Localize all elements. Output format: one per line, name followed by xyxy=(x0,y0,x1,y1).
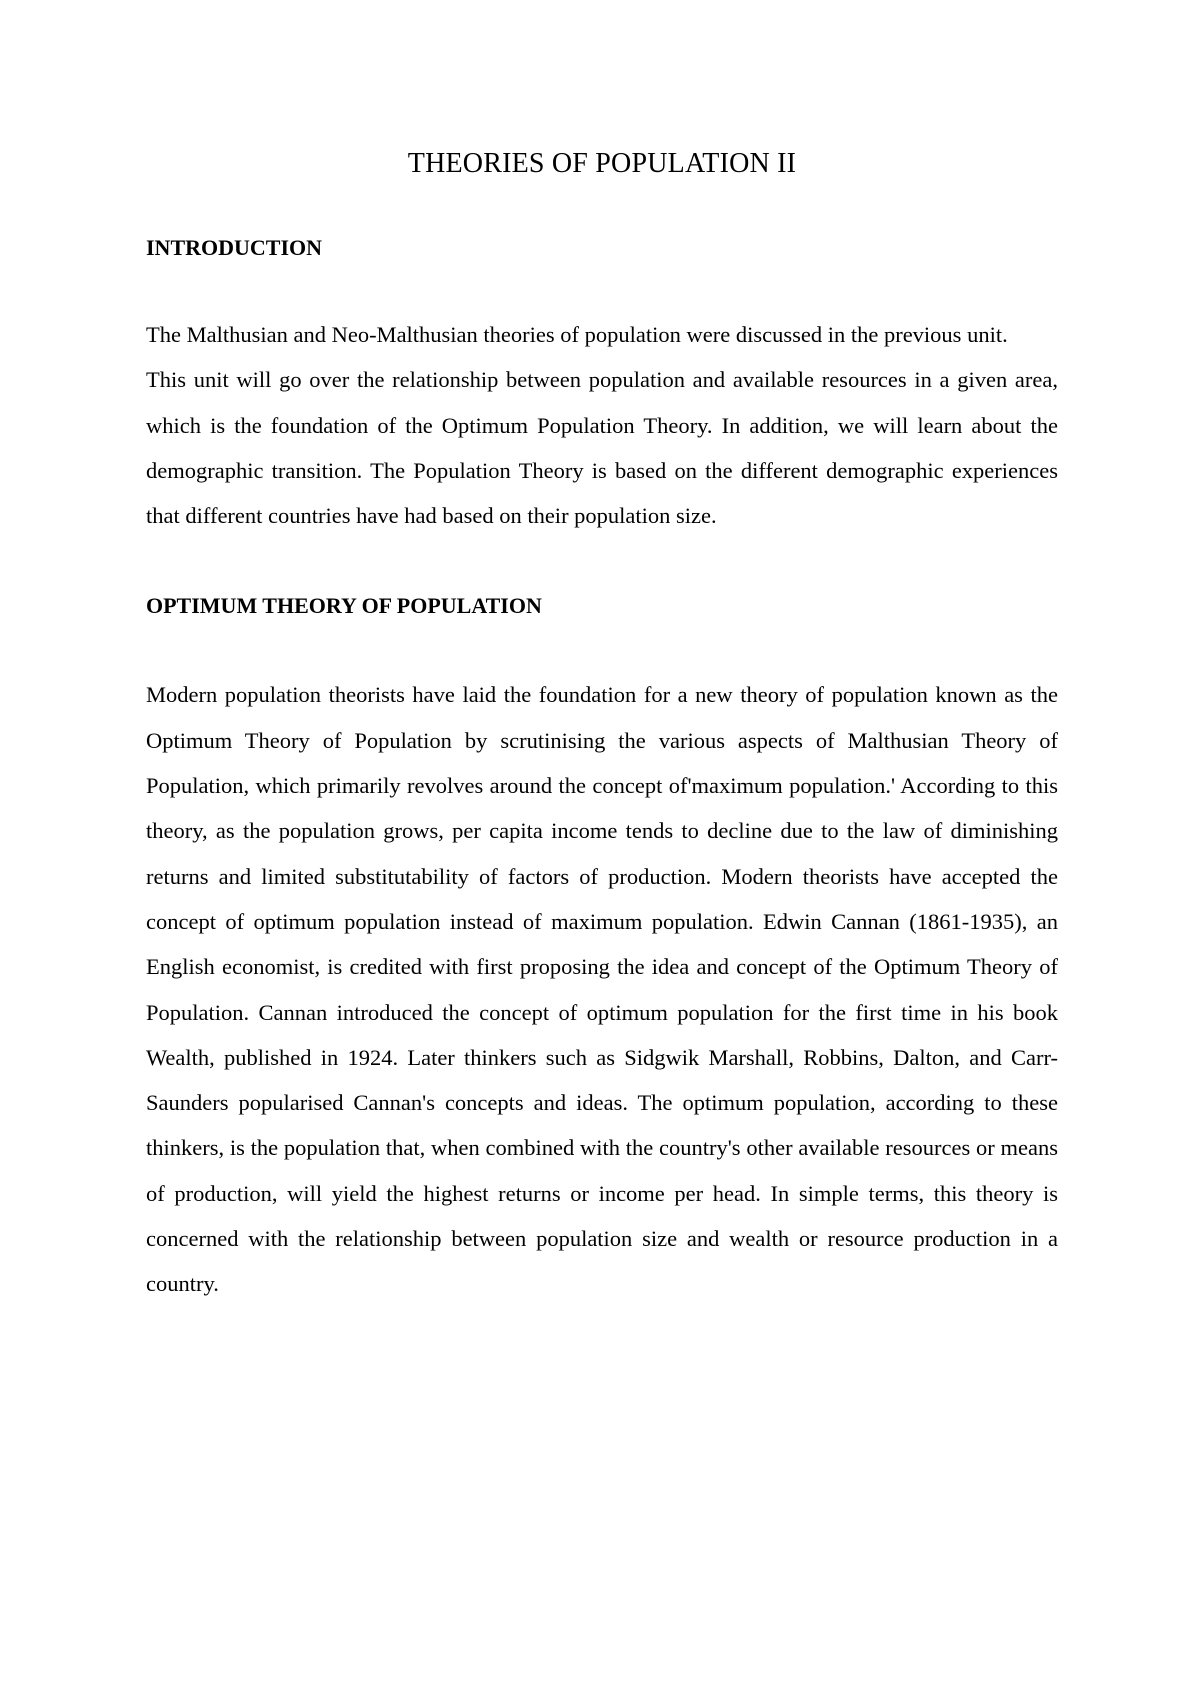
optimum-theory-paragraph: Modern population theorists have laid the foundation for a new theory of population known as the Optimum Theory of Population by scrutinising the various aspects of Malthusian Theory of Population, which primarily revolves around the concept of'maximum population.' According to this theory, as the population grows, per capita income tends to decline due to the law of diminishing returns and limited substitutability of factors of production. Modern theorists have accepted the concept of optimum population instead of maximum population. Edwin Cannan (1861-1935), an English economist, is credited with first proposing the idea and concept of the Optimum Theory of Population. Cannan introduced the concept of optimum population for the first time in his book Wealth, published in 1924. Later thinkers such as Sidgwik Marshall, Robbins, Dalton, and Carr-Saunders popularised Cannan's concepts and ideas. The optimum population, according to these thinkers, is the population that, when combined with the country's other available resources or means of production, will yield the highest returns or income per head. In simple terms, this theory is concerned with the relationship between population size and wealth or resource production in a country. xyxy=(146,682,1058,1297)
section-heading-optimum-theory: OPTIMUM THEORY OF POPULATION xyxy=(146,593,542,619)
introduction-paragraph: This unit will go over the relationship between population and available resources in a given area, which is the foundation of the Optimum Population Theory. In addition, we will learn about the demographic transition. The Population Theory is based on the different demographic experiences that different countries have had based on their population size. xyxy=(146,367,1058,529)
section-heading-introduction: INTRODUCTION xyxy=(146,235,323,260)
document-title: THEORIES OF POPULATION II xyxy=(407,148,797,179)
document-body xyxy=(146,140,1058,1307)
introduction-paragraph: The Malthusian and Neo-Malthusian theories of population were discussed in the previous unit. xyxy=(146,322,1008,347)
